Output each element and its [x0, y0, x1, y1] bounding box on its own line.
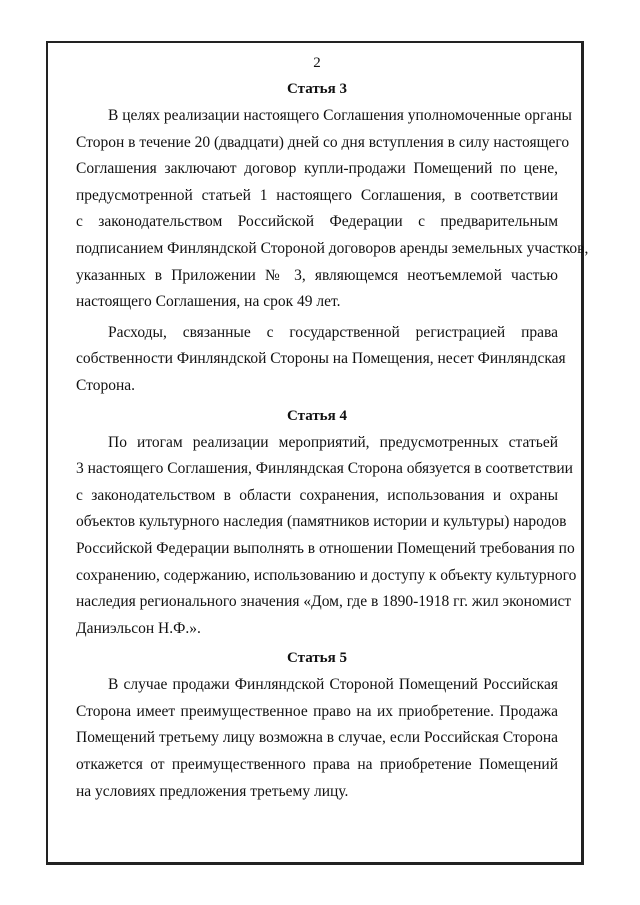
page-frame [46, 41, 589, 865]
text-line: объектов культурного наследия (памятников истории и культуры) народов [76, 513, 567, 531]
page-content [76, 53, 589, 805]
article-3-paragraph-1 [76, 103, 589, 316]
article-5-paragraph-1 [76, 672, 558, 805]
article-3-paragraph-2 [76, 320, 566, 400]
text-line: В целях реализации настоящего Соглашения уполномоченные органы [108, 107, 572, 124]
text-line: В случае продажи Финляндской Стороной Помещений Российская [108, 676, 558, 694]
article-5 [76, 647, 558, 805]
text-line: Помещений третьему лицу возможна в случае, если Российская Сторона [76, 729, 558, 747]
text-line: указанных в Приложении № 3, являющемся неотъемлемой частью [76, 266, 558, 284]
text-line: собственности Финляндской Стороны на Помещения, несет Финляндская [76, 350, 566, 368]
text-line: наследия регионального значения «Дом, где в 1890-1918 гг. жил экономист [76, 593, 572, 611]
article-title: Статья 3 [287, 81, 347, 97]
text-line: на условиях предложения третьему лицу. [76, 782, 349, 800]
text-line: с законодательством в области сохранения, использования и охраны [76, 486, 558, 504]
article-4-paragraph-1 [76, 430, 577, 643]
text-line: Сторон в течение 20 (двадцати) дней со дня вступления в силу настоящего [76, 133, 570, 151]
text-line: предусмотренной статьей 1 настоящего Соглашения, в соответствии [76, 186, 558, 204]
text-line: подписанием Финляндской Стороной договоров аренды земельных участков, [76, 239, 589, 257]
article-3 [76, 78, 589, 400]
text-line: По итогам реализации мероприятий, предусмотренных статьей [108, 433, 558, 451]
text-line: Даниэльсон Н.Ф.». [76, 619, 201, 637]
text-line: Соглашения заключают договор купли-продажи Помещений по цене, [76, 160, 558, 178]
text-line: Расходы, связанные с государственной регистрацией права [108, 323, 558, 341]
text-line: настоящего Соглашения, на срок 49 лет. [76, 293, 341, 311]
article-title: Статья 5 [287, 650, 347, 667]
text-line: Российской Федерации выполнять в отношении Помещений требования по [76, 539, 575, 557]
text-line: сохранению, содержанию, использованию и доступу к объекту культурного [76, 566, 577, 584]
text-line: с законодательством Российской Федерации с предварительным [76, 213, 558, 231]
text-line: откажется от преимущественного права на приобретение Помещений [76, 756, 558, 774]
page-number: 2 [313, 55, 321, 71]
article-title: Статья 4 [287, 407, 347, 424]
text-line: Сторона. [76, 376, 136, 394]
article-4 [76, 405, 577, 643]
text-line: 3 настоящего Соглашения, Финляндская Сторона обязуется в соответствии [76, 460, 573, 478]
text-line: Сторона имеет преимущественное право на их приобретение. Продажа [76, 702, 558, 720]
